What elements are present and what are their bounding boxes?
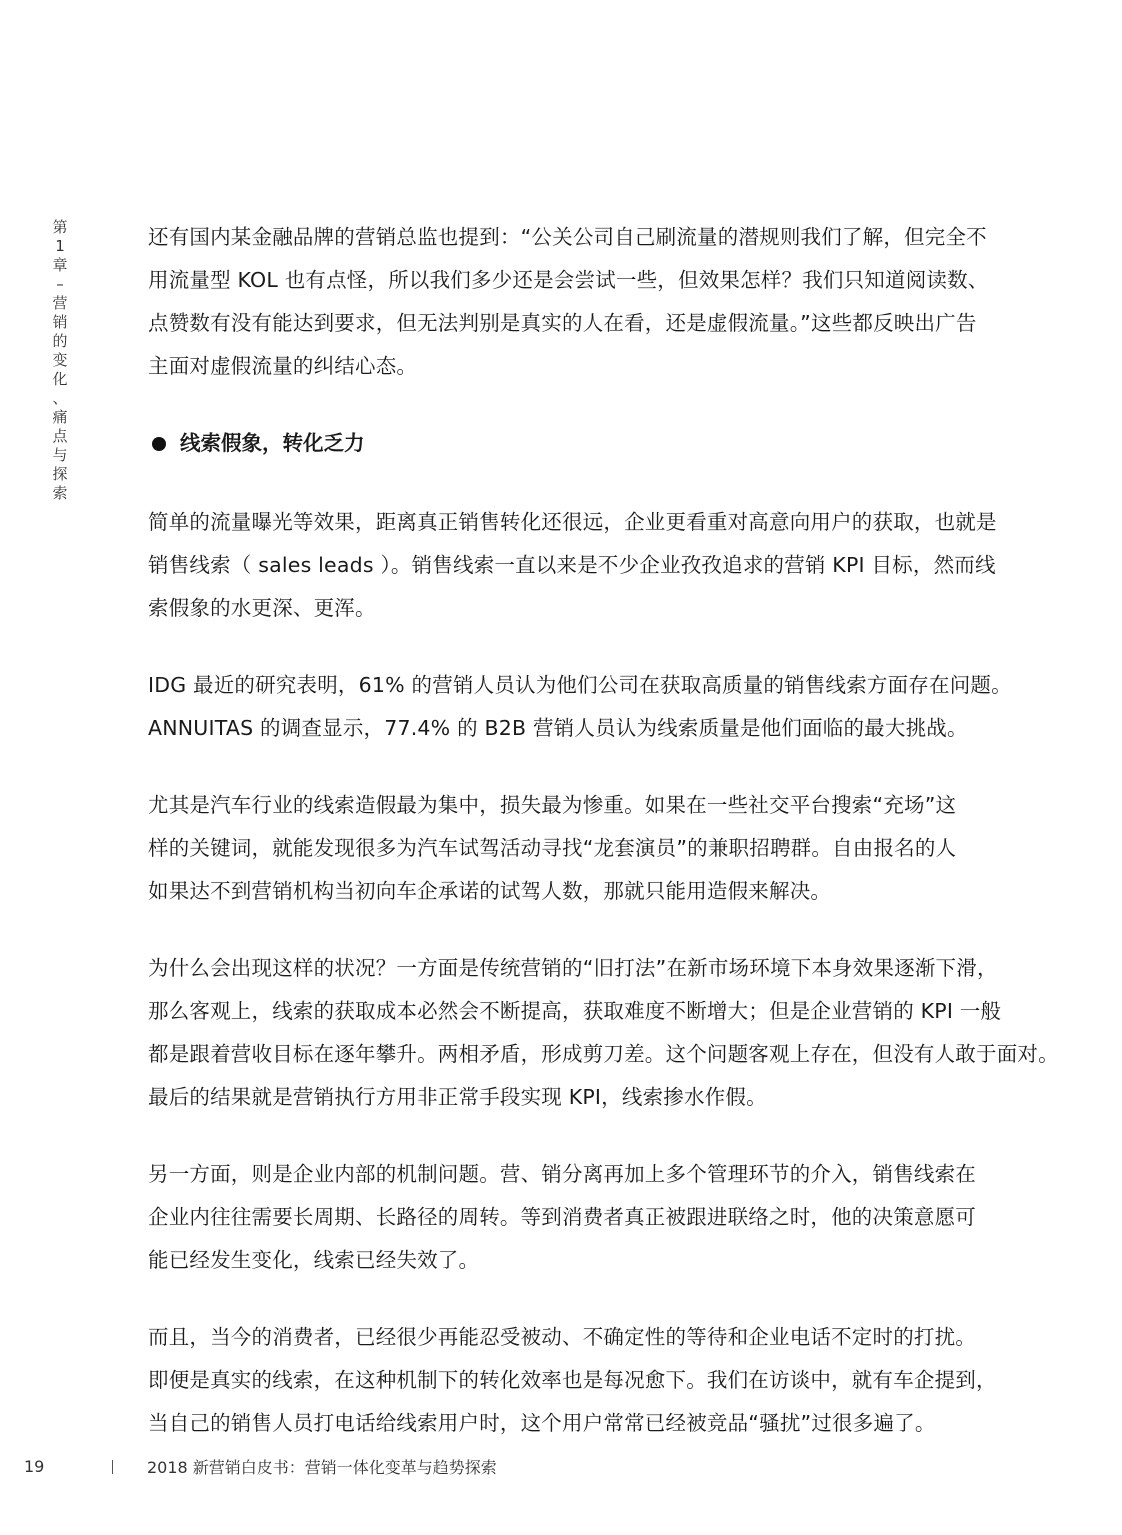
text-line: 企业内往往需要长周期、长路径的周转。等到消费者真正被跟进联络之时，他的决策意愿可: [148, 1205, 976, 1229]
chapter-char: 销: [52, 313, 68, 331]
text-line: 索假象的水更深、更浑。: [148, 596, 376, 620]
text-line: 还有国内某金融品牌的营销总监也提到：“公关公司自己刷流量的潜规则我们了解，但完全不: [148, 225, 987, 249]
text-line: 主面对虚假流量的纠结心态。: [148, 354, 418, 378]
chapter-char: 营: [52, 294, 68, 312]
paragraph-3: [148, 664, 1012, 750]
text-line: 那么客观上，线索的获取成本必然会不断提高，获取难度不断增大；但是企业营销的 KPI 一般: [148, 999, 1002, 1023]
text-line: 而且，当今的消费者，已经很少再能忍受被动、不确定性的等待和企业电话不定时的打扰。: [148, 1325, 976, 1349]
chapter-char: 痛: [52, 408, 68, 426]
section-heading: [148, 422, 1008, 465]
text-line: 最后的结果就是营销执行方用非正常手段实现 KPI，线索掺水作假。: [148, 1085, 767, 1109]
chapter-char: 化: [52, 370, 68, 388]
text-line: 尤其是汽车行业的线索造假最为集中，损失最为惨重。如果在一些社交平台搜索“充场”这: [148, 793, 957, 817]
chapter-char: 章: [52, 256, 68, 274]
text-line: 能已经发生变化，线索已经失效了。: [148, 1248, 480, 1272]
text-line: 简单的流量曝光等效果，距离真正销售转化还很远，企业更看重对高意向用户的获取，也就是: [148, 510, 997, 534]
body-content: [148, 216, 1059, 1479]
text-line: ANNUITAS 的调查显示，77.4% 的 B2B 营销人员认为线索质量是他们面临的最大挑战。: [148, 716, 968, 740]
page-number: 19: [24, 1457, 45, 1476]
text-line: 另一方面，则是企业内部的机制问题。营、销分离再加上多个管理环节的介入，销售线索在: [148, 1162, 976, 1186]
chapter-char: 的: [52, 332, 68, 350]
chapter-char: –: [56, 275, 64, 293]
footer-divider: [112, 1460, 113, 1474]
page-footer: [24, 1455, 497, 1478]
chapter-char: 索: [52, 484, 68, 502]
paragraph-4: [148, 784, 1008, 913]
text-line: 为什么会出现这样的状况？一方面是传统营销的“旧打法”在新市场环境下本身效果逐渐下滑，: [148, 956, 998, 980]
chapter-char: 第: [52, 218, 68, 236]
chapter-char: 、: [52, 389, 68, 407]
paragraph-5: [148, 947, 1059, 1119]
section-heading-text: 线索假象，转化乏力: [180, 431, 365, 455]
text-line: 当自己的销售人员打电话给线索用户时，这个用户常常已经被竞品“骚扰”过很多遍了。: [148, 1411, 936, 1435]
text-line: 点赞数有没有能达到要求，但无法判别是真实的人在看，还是虚假流量。”这些都反映出广告: [148, 311, 977, 335]
book-title: 2018 新营销白皮书：营销一体化变革与趋势探索: [147, 1458, 497, 1477]
text-line: 样的关键词，就能发现很多为汽车试驾活动寻找“龙套演员”的兼职招聘群。自由报名的人: [148, 836, 957, 860]
chapter-sidebar: [46, 218, 74, 503]
text-line: 即便是真实的线索，在这种机制下的转化效率也是每况愈下。我们在访谈中，就有车企提到，: [148, 1368, 997, 1392]
text-line: 销售线索（ sales leads ）。销售线索一直以来是不少企业孜孜追求的营销 KPI 目标，然而线: [148, 553, 996, 577]
paragraph-2: [148, 501, 1008, 630]
chapter-char: 与: [52, 446, 68, 464]
bullet-icon: [152, 437, 166, 451]
text-line: 如果达不到营销机构当初向车企承诺的试驾人数，那就只能用造假来解决。: [148, 879, 832, 903]
paragraph-6: [148, 1153, 1008, 1282]
text-line: 用流量型 KOL 也有点怪，所以我们多少还是会尝试一些，但效果怎样？我们只知道阅读数、: [148, 268, 989, 292]
text-line: IDG 最近的研究表明，61% 的营销人员认为他们公司在获取高质量的销售线索方面存在问题。: [148, 673, 1012, 697]
paragraph-7: [148, 1316, 1008, 1445]
chapter-char: 变: [52, 351, 68, 369]
chapter-char: 点: [52, 427, 68, 445]
chapter-char: 1: [55, 237, 65, 255]
text-line: 都是跟着营收目标在逐年攀升。两相矛盾，形成剪刀差。这个问题客观上存在，但没有人敢于面对。: [148, 1042, 1059, 1066]
paragraph-1: [148, 216, 1008, 388]
chapter-char: 探: [52, 465, 68, 483]
